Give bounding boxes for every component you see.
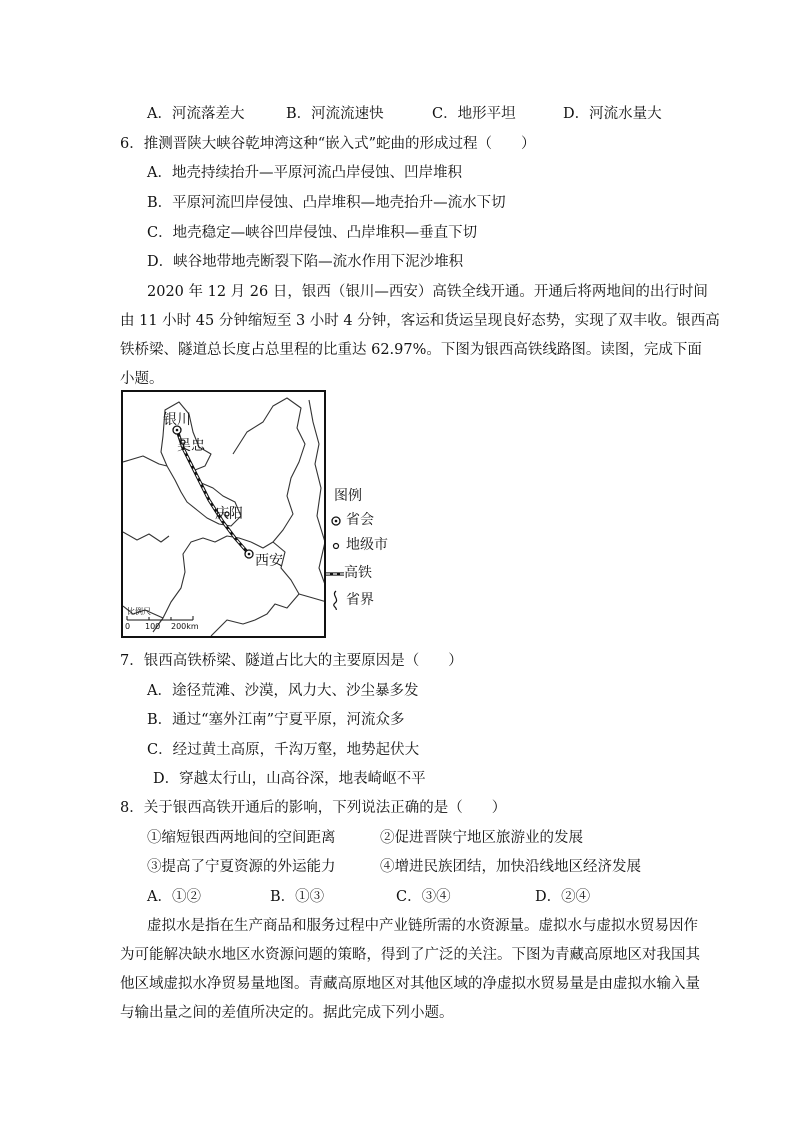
q8-statement-4: ④增进民族团结，加快沿线地区经济发展: [380, 859, 641, 875]
gansu-sichuan-border: [153, 536, 251, 632]
q8-option-c: C．③④: [396, 889, 451, 905]
legend-railway: 高铁: [344, 565, 372, 581]
q6-stem: 6．推测晋陕大峡谷乾坤湾这种“嵌入式”蛇曲的形成过程（ ）: [120, 136, 536, 152]
label-qingyang: 庆阳: [215, 506, 243, 522]
passage2-line-2: 为可能解决缺水地区水资源问题的策略，得到了广泛的关注。下图为青藏高原地区对我国其: [120, 947, 700, 963]
q5-option-d: D．河流水量大: [563, 106, 662, 122]
passage1-line-3: 铁桥梁、隧道总长度占总里程的比重达 62.97%。下图为银西高铁线路图。读图，完成下面: [120, 342, 702, 358]
legend-boundary-icon: [330, 590, 342, 610]
legend-railway-icon: [326, 570, 344, 578]
q8-stem: 8．关于银西高铁开通后的影响，下列说法正确的是（ ）: [120, 800, 507, 816]
scale-title: 比例尺: [127, 607, 151, 616]
q6-option-c: C．地壳稳定—峡谷凹岸侵蚀、凸岸堆积—垂直下切: [147, 225, 478, 241]
q8-option-a: A．①②: [147, 889, 201, 905]
q8-statement-2: ②促进晋陕宁地区旅游业的发展: [380, 830, 583, 846]
legend-boundary: 省界: [346, 592, 374, 608]
passage2-line-1: 虚拟水是指在生产商品和服务过程中产业链所需的水资源量。虚拟水与虚拟水贸易因作: [147, 918, 698, 934]
q6-option-a: A．地壳持续抬升—平原河流凸岸侵蚀、凹岸堆积: [147, 165, 462, 181]
legend-capital: 省会: [346, 512, 374, 528]
q7-option-a: A．途径荒滩、沙漠，风力大、沙尘暴多发: [147, 683, 419, 699]
q6-option-b: B．平原河流凹岸侵蚀、凸岸堆积—地壳抬升—流水下切: [147, 195, 506, 211]
scale-tick-200: 200km: [171, 622, 199, 631]
passage1-line-1: 2020 年 12 月 26 日，银西（银川—西安）高铁全线开通。开通后将两地间的出行时间: [147, 284, 708, 300]
q7-option-d: D．穿越太行山，山高谷深，地表崎岖不平: [153, 771, 426, 787]
railway-map: [121, 390, 326, 638]
q5-option-c: C．地形平坦: [432, 106, 516, 122]
q8-statement-1: ①缩短银西两地间的空间距离: [147, 830, 336, 846]
label-xian: 西安: [255, 553, 283, 569]
gansu-inner-border: [123, 532, 169, 542]
legend-title: 图例: [334, 488, 362, 504]
passage1-line-4: 小题。: [120, 371, 164, 387]
passage2-line-3: 他区域虚拟水净贸易量地图。青藏高原地区对其他区域的净虚拟水贸易量是由虚拟水输入量: [120, 976, 700, 992]
scale-tick-0: 0: [125, 622, 131, 631]
q7-stem: 7．银西高铁桥梁、隧道占比大的主要原因是（ ）: [120, 653, 463, 669]
legend-city: 地级市: [346, 537, 388, 553]
legend-capital-icon: [330, 515, 342, 527]
passage2-line-4: 与输出量之间的差值所决定的。据此完成下列小题。: [120, 1005, 454, 1021]
q7-option-b: B．通过“塞外江南”宁夏平原，河流众多: [147, 712, 405, 728]
q8-option-b: B．①③: [270, 889, 325, 905]
map-legend: [330, 488, 400, 618]
scale-tick-100: 100: [145, 622, 161, 631]
q8-statement-3: ③提高了宁夏资源的外运能力: [147, 859, 336, 875]
label-wuzhong: 吴忠: [177, 438, 205, 454]
q7-option-c: C．经过黄土高原，千沟万壑，地势起伏大: [147, 742, 420, 758]
q8-option-d: D．②④: [535, 889, 591, 905]
legend-city-icon: [330, 540, 342, 552]
gansu-border-west: [123, 456, 167, 466]
q5-option-a: A．河流落差大: [147, 106, 245, 122]
shaanxi-north-border: [233, 398, 305, 548]
passage1-line-2: 由 11 小时 45 分钟缩短至 3 小时 4 分钟，客运和货运呈现良好态势，实现了双丰收。银西高: [120, 313, 720, 329]
label-yinchuan: 银川: [163, 412, 191, 428]
shanxi-border: [309, 400, 326, 590]
q5-option-b: B．河流流速快: [286, 106, 384, 122]
henan-border: [299, 594, 326, 602]
q6-option-d: D．峡谷地带地壳断裂下陷—流水作用下泥沙堆积: [147, 254, 464, 270]
